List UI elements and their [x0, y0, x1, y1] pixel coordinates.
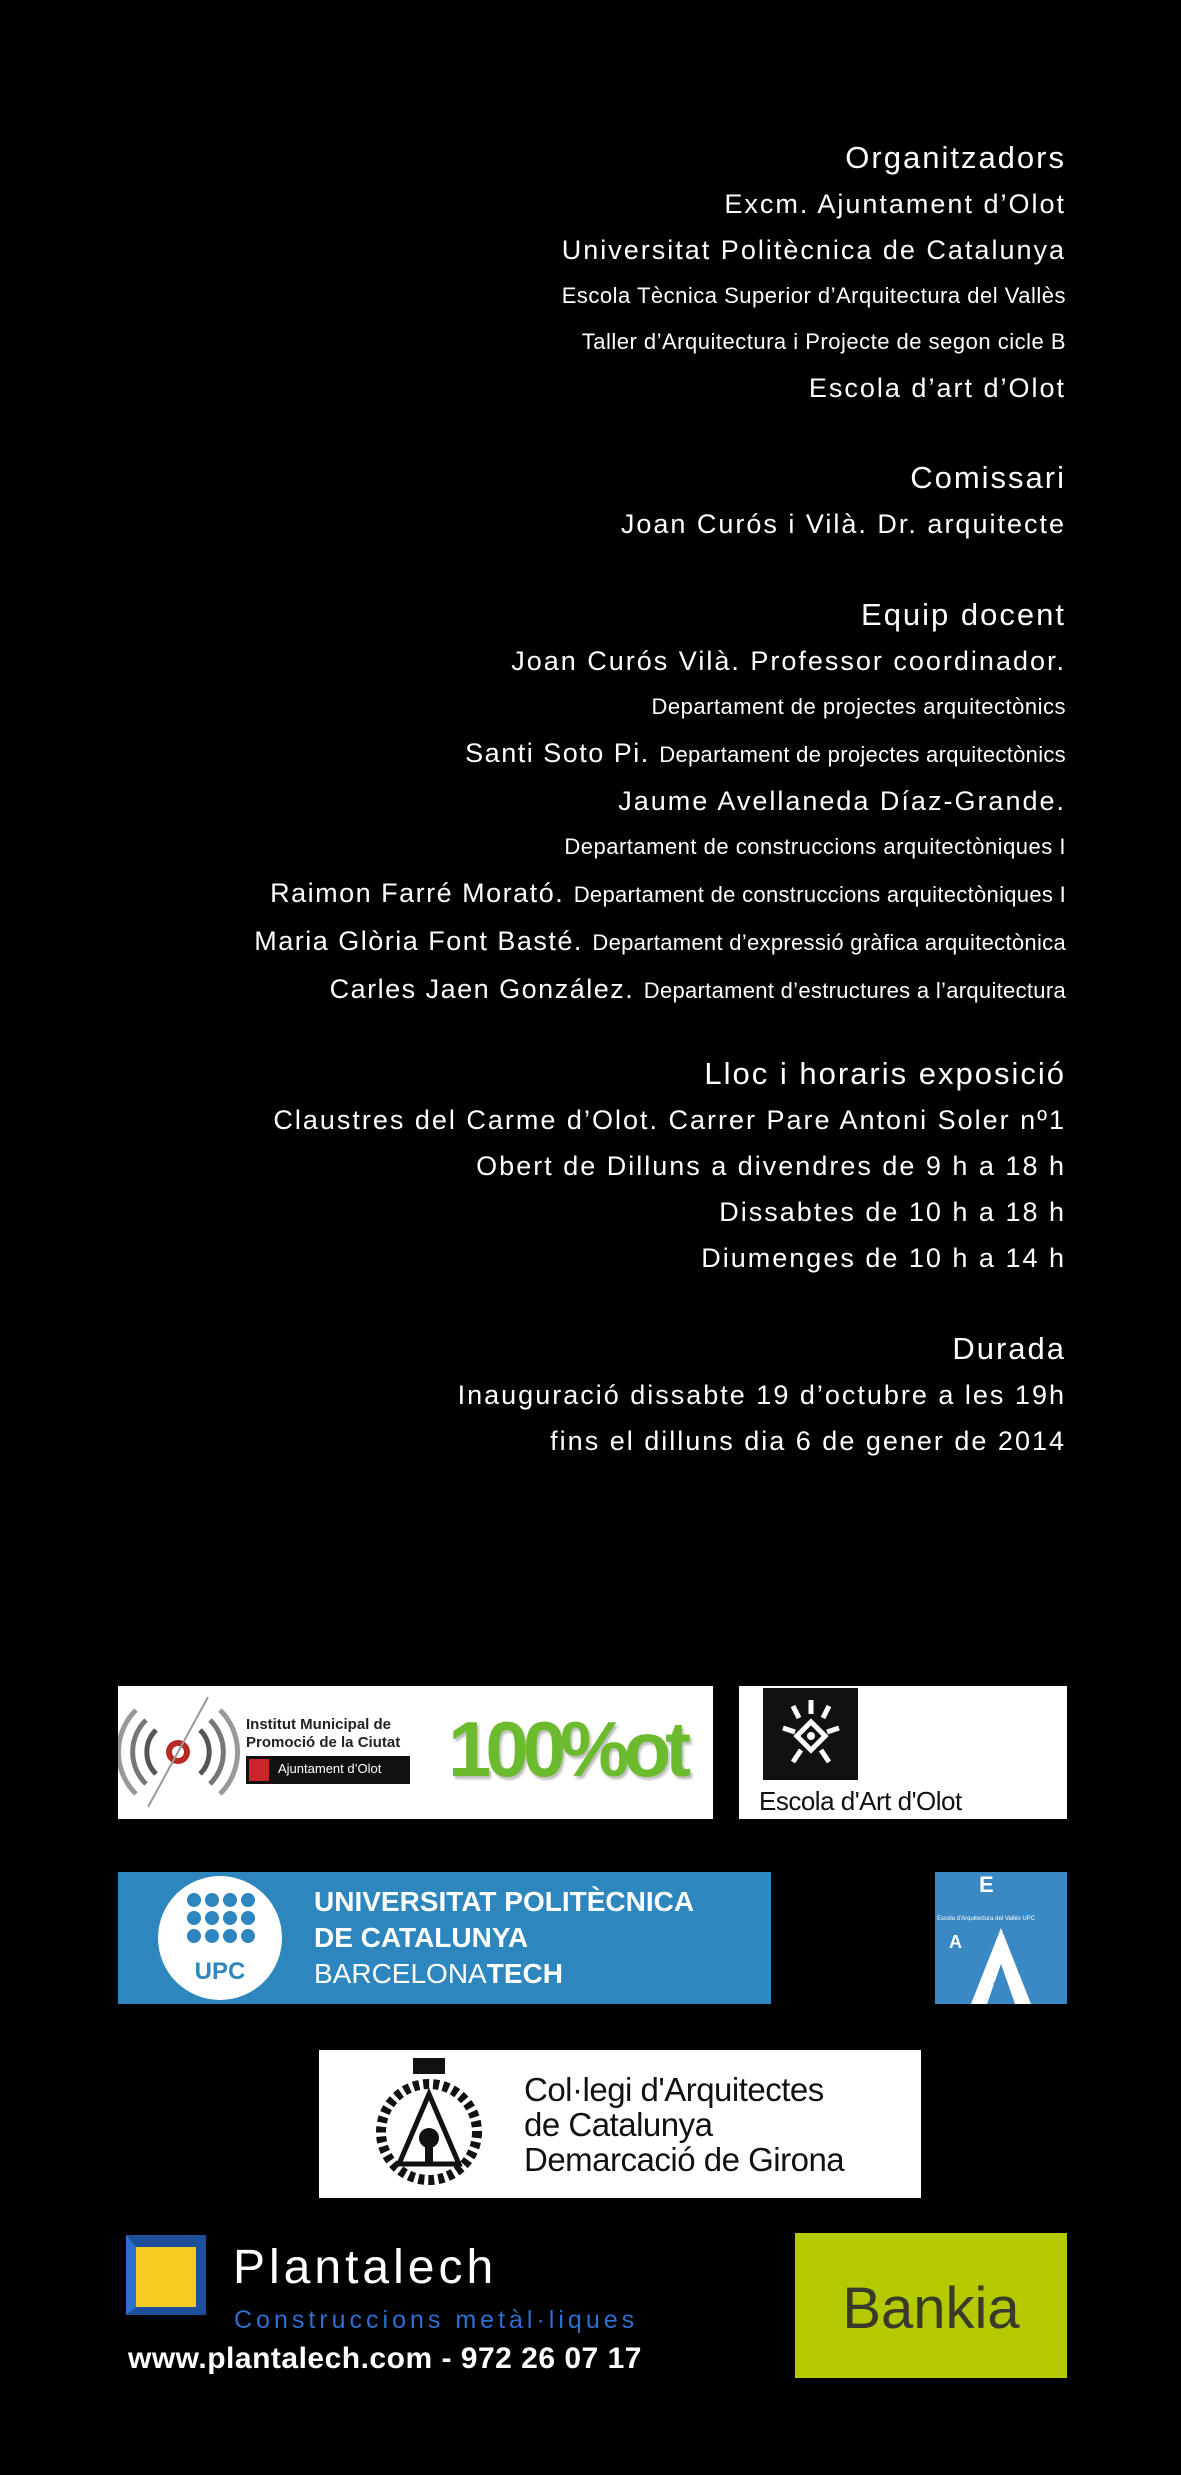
durada-line: fins el dilluns dia 6 de gener de 2014: [550, 1426, 1066, 1456]
org-line: Escola Tècnica Superior d’Arquitectura del Vallès: [561, 283, 1066, 308]
bankia-wordmark: Bankia: [842, 2276, 1020, 2341]
comissari-title: Comissari: [910, 460, 1066, 495]
escola-art-label: Escola d'Art d'Olot: [759, 1786, 962, 1816]
org-line: Excm. Ajuntament d’Olot: [724, 189, 1066, 219]
coac-seal-icon: [369, 2054, 489, 2194]
equip-line: [66, 870, 1066, 918]
plantalech-sub: Construccions metàl·liques: [234, 2306, 639, 2334]
equip-section: [66, 592, 1066, 1014]
eav-small-text: Escola d'Arquitectura del Vallès UPC: [937, 1916, 1036, 1922]
eav-letter-a: A: [949, 1932, 962, 1952]
upc-badge-text: UPC: [194, 1958, 246, 1985]
teacher-name: Raimon Farré Morató.: [270, 878, 565, 908]
impc-olot-logo: [118, 1686, 713, 1819]
ajuntament-shield-icon: [249, 1759, 269, 1781]
equip-title: Equip docent: [861, 597, 1066, 632]
impc-line2: Promoció de la Ciutat: [246, 1734, 401, 1751]
durada-section: [66, 1326, 1066, 1464]
escola-art-logo: [739, 1686, 1067, 1819]
equip-line: Joan Curós Vilà. Professor coordinador.: [511, 646, 1066, 676]
org-line: Universitat Politècnica de Catalunya: [561, 235, 1066, 265]
equip-line: [66, 730, 1066, 778]
plantalech-web: www.plantalech.com - 972 26 07 17: [128, 2342, 642, 2375]
equip-line: [66, 966, 1066, 1014]
upc-line3a: BARCELONA: [314, 1958, 487, 1989]
teacher-name: Maria Glòria Font Basté.: [254, 926, 583, 956]
lloc-section: [66, 1051, 1066, 1281]
durada-title: Durada: [952, 1331, 1066, 1366]
upc-line2: DE CATALUNYA: [314, 1922, 529, 1953]
upc-line3: [314, 1956, 694, 1992]
plantalech-cube-icon: [126, 2235, 216, 2325]
ajuntament-label: Ajuntament d’Olot: [278, 1761, 382, 1776]
plantalech-name: Plantalech: [233, 2241, 498, 2294]
lloc-line: Dissabtes de 10 h a 18 h: [719, 1197, 1066, 1227]
escola-art-icon: [763, 1688, 863, 1783]
upc-line1: UNIVERSITAT POLITÈCNICA: [314, 1886, 695, 1917]
comissari-section: [66, 455, 1066, 547]
organitzadors-section: [66, 135, 1066, 411]
equip-line: Departament de construccions arquitectòniques I: [564, 834, 1066, 859]
organitzadors-title: Organitzadors: [845, 140, 1066, 175]
teacher-dept: Departament de projectes arquitectònics: [659, 742, 1066, 767]
coac-line2: de Catalunya: [524, 2106, 713, 2143]
lloc-line: Diumenges de 10 h a 14 h: [701, 1243, 1066, 1273]
coac-logo: [319, 2050, 921, 2198]
bankia-logo: [795, 2233, 1067, 2378]
teacher-name: Carles Jaen González.: [329, 974, 635, 1004]
lloc-line: Obert de Dilluns a divendres de 9 h a 18 h: [476, 1151, 1066, 1181]
equip-line: [66, 918, 1066, 966]
coac-line3: Demarcació de Girona: [524, 2141, 845, 2178]
org-line: Escola d’art d’Olot: [808, 373, 1066, 403]
teacher-dept: Departament de construccions arquitectòniques I: [573, 882, 1066, 907]
lloc-title: Lloc i horaris exposició: [704, 1056, 1066, 1091]
eav-logo: [935, 1872, 1067, 2004]
teacher-name: Santi Soto Pi.: [465, 738, 650, 768]
upc-logo: [118, 1872, 771, 2004]
durada-line: Inauguració dissabte 19 d’octubre a les 19h: [457, 1380, 1066, 1410]
eav-letter-v: V: [993, 1978, 1008, 2003]
equip-line: Jaume Avellaneda Díaz-Grande.: [618, 786, 1066, 816]
teacher-dept: Departament d’estructures a l’arquitectura: [643, 978, 1066, 1003]
lloc-line: Claustres del Carme d’Olot. Carrer Pare Antoni Soler nº1: [273, 1105, 1066, 1135]
ajuntament-badge: [246, 1756, 410, 1784]
coac-line1: Col·legi d'Arquitectes: [524, 2071, 824, 2108]
equip-line: Departament de projectes arquitectònics: [651, 694, 1066, 719]
impc-line1: Institut Municipal de: [246, 1716, 391, 1733]
eav-letter-e: E: [979, 1872, 994, 1897]
plantalech-logo: [118, 2230, 718, 2385]
teacher-dept: Departament d’expressió gràfica arquitectònica: [592, 930, 1066, 955]
comissari-line: Joan Curós i Vilà. Dr. arquitecte: [620, 509, 1066, 539]
org-line: Taller d’Arquitectura i Projecte de segon cicle B: [581, 329, 1066, 354]
upc-line3b: TECH: [486, 1958, 563, 1989]
olot100-wordmark: 100%ot: [448, 1705, 686, 1793]
